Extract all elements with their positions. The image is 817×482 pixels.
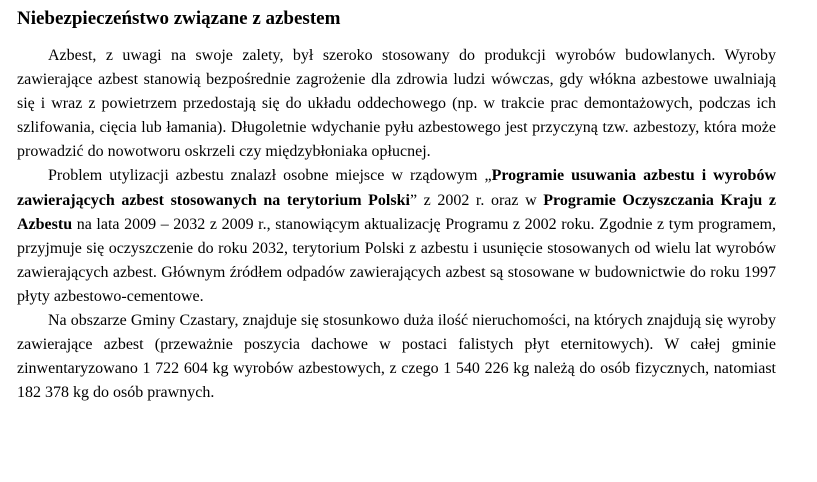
- paragraph-2-text-2: ” z 2002 r. oraz w: [409, 191, 544, 209]
- document: [17, 6, 776, 405]
- document-title: Niebezpieczeństwo związane z azbestem: [17, 8, 341, 29]
- paragraph-1: Azbest, z uwagi na swoje zalety, był szeroko stosowany do produkcji wyrobów budowlanych. Wyroby zawierające azbest stanowią bezpośrednie zagrożenie dla zdrowia ludzi wówczas, gdy włókna azbestowe uwalniają się i wraz z powietrzem przedostają się do układu oddechowego (np. w trakcie prac demontażowych, podczas ich szlifowania, cięcia lub łamania). Długoletnie wdychanie pyłu azbestowego jest przyczyną tzw. azbestozy, która może prowadzić do nowotworu oskrzeli czy międzybłoniaka opłucnej.: [17, 47, 776, 161]
- paragraph-2-text-3: na lata 2009 – 2032 z 2009 r., stanowiącym aktualizację Programu z 2002 roku. Zgodnie z tym programem, przyjmuje się oczyszczenie do roku 2032, terytorium Polski z azbestu i usunięcie stosowanych od wielu lat wyrobów zawierających azbest. Głównym źródłem odpadów zawierających azbest są stosowane w budownictwie do roku 1997 płyty azbestowo-cementowe.: [17, 215, 776, 305]
- paragraph-3: Na obszarze Gminy Czastary, znajduje się stosunkowo duża ilość nieruchomości, na których znajdują się wyroby zawierające azbest (przeważnie poszycia dachowe w postaci falistych płyt eternitowych). W całej gminie zinwentaryzowano 1 722 604 kg wyrobów azbestowych, z czego 1 540 226 kg należą do osób fizycznych, natomiast 182 378 kg do osób prawnych.: [17, 312, 776, 402]
- paragraph-2-bold-program-name: Programie Oczyszczania Kraju z Azbestu: [17, 191, 776, 233]
- paragraph-2-text-1: Problem utylizacji azbestu znalazł osobne miejsce w rządowym „: [48, 167, 492, 185]
- paragraph-2-bold-program-title: Programie usuwania azbestu i wyrobów zawierających azbest stosowanych na terytorium Polski: [17, 167, 776, 209]
- paragraph-2: [17, 164, 776, 309]
